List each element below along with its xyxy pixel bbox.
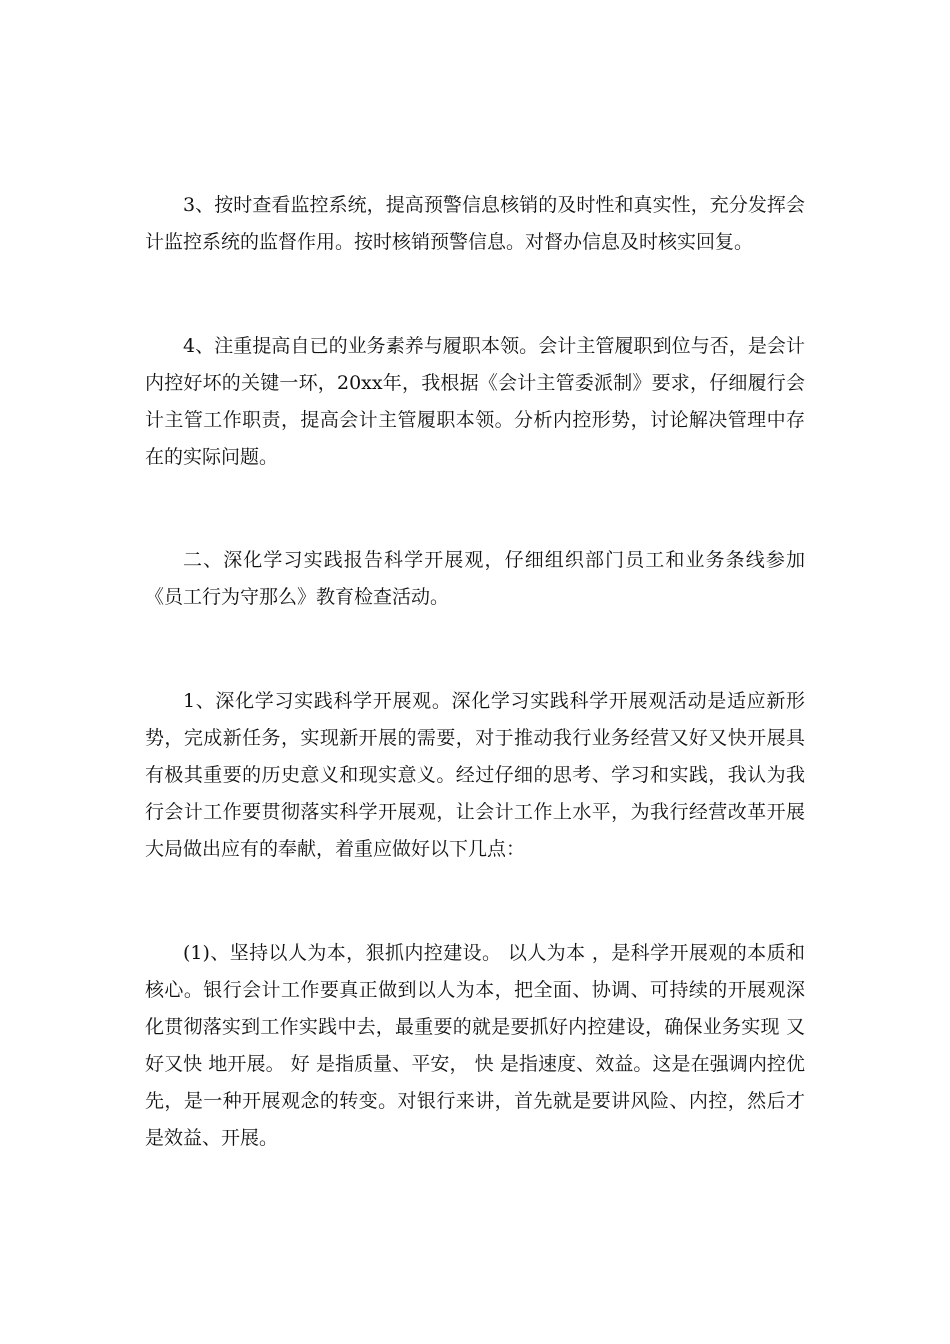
paragraph-item-4: 4、注重提高自已的业务素养与履职本领。会计主管履职到位与否，是会计内控好坏的关键一环，20xx年，我根据《会计主管委派制》要求，仔细履行会计主管工作职责，提高会计主管履职本领。分析内控形势，讨论解决管理中存在的实际问题。: [145, 335, 805, 468]
section-heading-2: 二、深化学习实践报告科学开展观，仔细组织部门员工和业务条线参加《员工行为守那么》教育检查活动。: [145, 549, 805, 608]
paragraph-item-3: 3、按时查看监控系统，提高预警信息核销的及时性和真实性，充分发挥会计监控系统的监督作用。按时核销预警信息。对督办信息及时核实回复。: [145, 194, 805, 253]
paragraph-subitem-1-1: (1)、坚持以人为本，狠抓内控建设。 以人为本 ，是科学开展观的本质和核心。银行会计工作要真正做到以人为本，把全面、协调、可持续的开展观深化贯彻落实到工作实践中去，最重要的就是要抓好内控建设，确保业务实现 又好又快 地开展。 好 是指质量、平安， 快 是指速度、效益。这是在强调内控优先，是一种开展观念的转变。对银行来讲，首先就是要讲风险、内控，然后才是效益、开展。: [145, 942, 805, 1149]
paragraph-subitem-1: 1、深化学习实践科学开展观。深化学习实践科学开展观活动是适应新形势，完成新任务，实现新开展的需要，对于推动我行业务经营又好又快开展具有极其重要的历史意义和现实意义。经过仔细的思考、学习和实践，我认为我行会计工作要贯彻落实科学开展观，让会计工作上水平，为我行经营改革开展大局做出应有的奉献，着重应做好以下几点：: [145, 690, 805, 860]
